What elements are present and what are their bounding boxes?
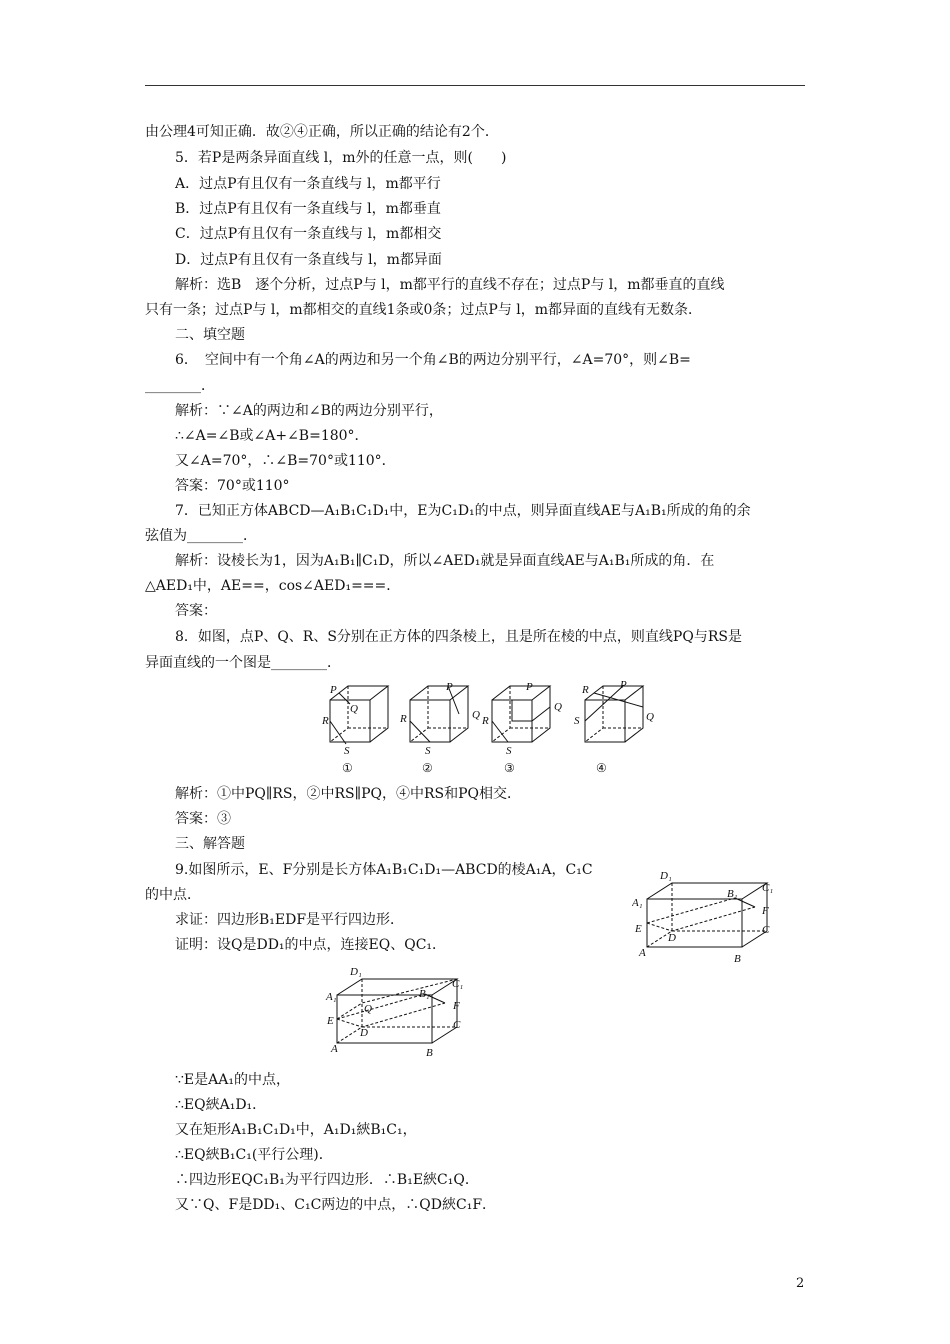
box2-label: C₁ [452,978,464,990]
box2-label: E [327,1015,334,1027]
cube3-caption: ③ [504,761,515,775]
box2-label: Q [364,1003,372,1015]
cube2-label: R [400,713,407,725]
box-label: F [762,905,769,917]
cube2-caption: ② [422,761,433,775]
box-label: C [762,924,770,936]
cube-figure-3 [492,686,550,742]
question-7-cont: 弦值为________． [145,528,257,544]
cube4-label: S [574,715,580,727]
cube2-label: S [425,745,431,757]
analysis-5-cont: 只有一条；过点P与 l，m都相交的直线1条或0条；过点P与 l，m都异面的直线有无数条． [145,302,703,318]
box2-label: B₁ [419,988,430,1000]
box2-label: D₁ [350,966,362,978]
question-8: 8．如图，点P、Q、R、S分别在正方体的四条棱上，且是所在棱的中点，则直线PQ与RS是 [175,629,742,645]
box2-label: D [360,1027,368,1039]
cube2-label: P [446,681,453,693]
cube-figure-4 [585,686,643,742]
analysis-5: 解析：选B 逐个分析，过点P与 l，m都平行的直线不存在；过点P与 l，m都垂直的直线 [175,277,725,293]
cube3-label: S [506,745,512,757]
question-7: 7．已知正方体ABCD—A₁B₁C₁D₁中，E为C₁D₁的中点，则异面直线AE与A₁B₁所成的角的余 [175,503,751,519]
section-heading: 三、解答题 [175,836,245,852]
box2-label: A [331,1043,338,1055]
cube-figure-1 [330,686,388,744]
proof-step: ∴四边形EQC₁B₁为平行四边形．∴B₁E綊C₁Q． [175,1172,479,1188]
box2-label: C [453,1019,461,1031]
analysis-7: 解析：设棱长为1，因为A₁B₁∥C₁D，所以∠AED₁就是异面直线AE与A₁B₁所成的角．在 [175,553,715,569]
box-label: B₁ [727,888,738,900]
box-label: D₁ [660,870,672,882]
box-label: B [734,953,741,965]
cube1-label: S [344,745,350,757]
proof-start: 证明：设Q是DD₁的中点，连接EQ、QC₁． [175,937,447,953]
cube3-label: Q [554,701,562,713]
cube-figure-2 [410,686,468,742]
cube1-label: R [322,715,329,727]
option-b: B．过点P有且仅有一条直线与 l，m都垂直 [175,201,441,217]
proof-step: ∴EQ綊A₁D₁． [175,1097,267,1113]
section-heading: 二、填空题 [175,327,245,343]
box2-label: A₁ [326,991,337,1003]
header-rule [145,85,805,86]
proof-step: ∴EQ綊B₁C₁(平行公理)． [175,1147,333,1163]
question-9: 9.如图所示，E、F分别是长方体A₁B₁C₁D₁—ABCD的棱A₁A，C₁C [175,862,593,878]
cube3-label: P [526,681,533,693]
analysis-8: 解析：①中PQ∥RS，②中RS∥PQ，④中RS和PQ相交． [175,786,522,802]
box2-label: B [426,1047,433,1059]
box-label: D [668,932,676,944]
question-6: 6． 空间中有一个角∠A的两边和另一个角∠B的两边分别平行，∠A=70°，则∠B= [175,352,691,368]
box-label: A₁ [632,897,643,909]
answer-6: 答案：70°或110° [175,478,290,494]
answer-7: 答案： [175,603,217,619]
proof-step: 又在矩形A₁B₁C₁D₁中，A₁D₁綊B₁C₁， [175,1122,417,1138]
cube2-label: Q [472,709,480,721]
option-c: C．过点P有且仅有一条直线与 l，m都相交 [175,226,442,242]
cube1-label: Q [350,703,358,715]
cube3-label: R [482,715,489,727]
box-label: C₁ [762,882,774,894]
option-d: D．过点P有且仅有一条直线与 l，m都异面 [175,252,442,268]
analysis-6-step: ∴∠A=∠B或∠A+∠B=180°． [175,428,369,444]
question-9-cont: 的中点． [145,887,201,903]
text-line: 由公理4可知正确．故②④正确，所以正确的结论有2个． [145,124,499,140]
box-figure-2 [322,962,472,1062]
proof-step: ∵E是AA₁的中点， [175,1072,290,1088]
cube1-caption: ① [342,761,353,775]
question-6-blank: ________． [145,378,215,394]
cube4-caption: ④ [596,761,607,775]
proof-step: 又∵Q、F是DD₁、C₁C两边的中点，∴QD綊C₁F． [175,1197,497,1213]
cube1-label: P [330,684,337,696]
box2-label: F [453,1000,460,1012]
box-label: E [635,923,642,935]
box-label: A [639,947,646,959]
cube4-label: R [582,684,589,696]
analysis-6-step: 又∠A=70°，∴∠B=70°或110°． [175,453,396,469]
question-8-cont: 异面直线的一个图是________． [145,655,341,671]
question-5: 5．若P是两条异面直线 l，m外的任意一点，则( ) [175,150,507,166]
question-9-claim: 求证：四边形B₁EDF是平行四边形． [175,912,405,928]
cube-figures [322,680,662,780]
answer-8: 答案：③ [175,811,231,827]
box-figure [632,866,782,966]
cube4-label: P [620,680,627,691]
analysis-6: 解析：∵∠A的两边和∠B的两边分别平行， [175,403,443,419]
page-number: 2 [796,1276,805,1291]
cube4-label: Q [646,711,654,723]
analysis-7-cont: △AED₁中，AE==，cos∠AED₁===． [145,578,401,594]
option-a: A．过点P有且仅有一条直线与 l，m都平行 [175,176,441,192]
